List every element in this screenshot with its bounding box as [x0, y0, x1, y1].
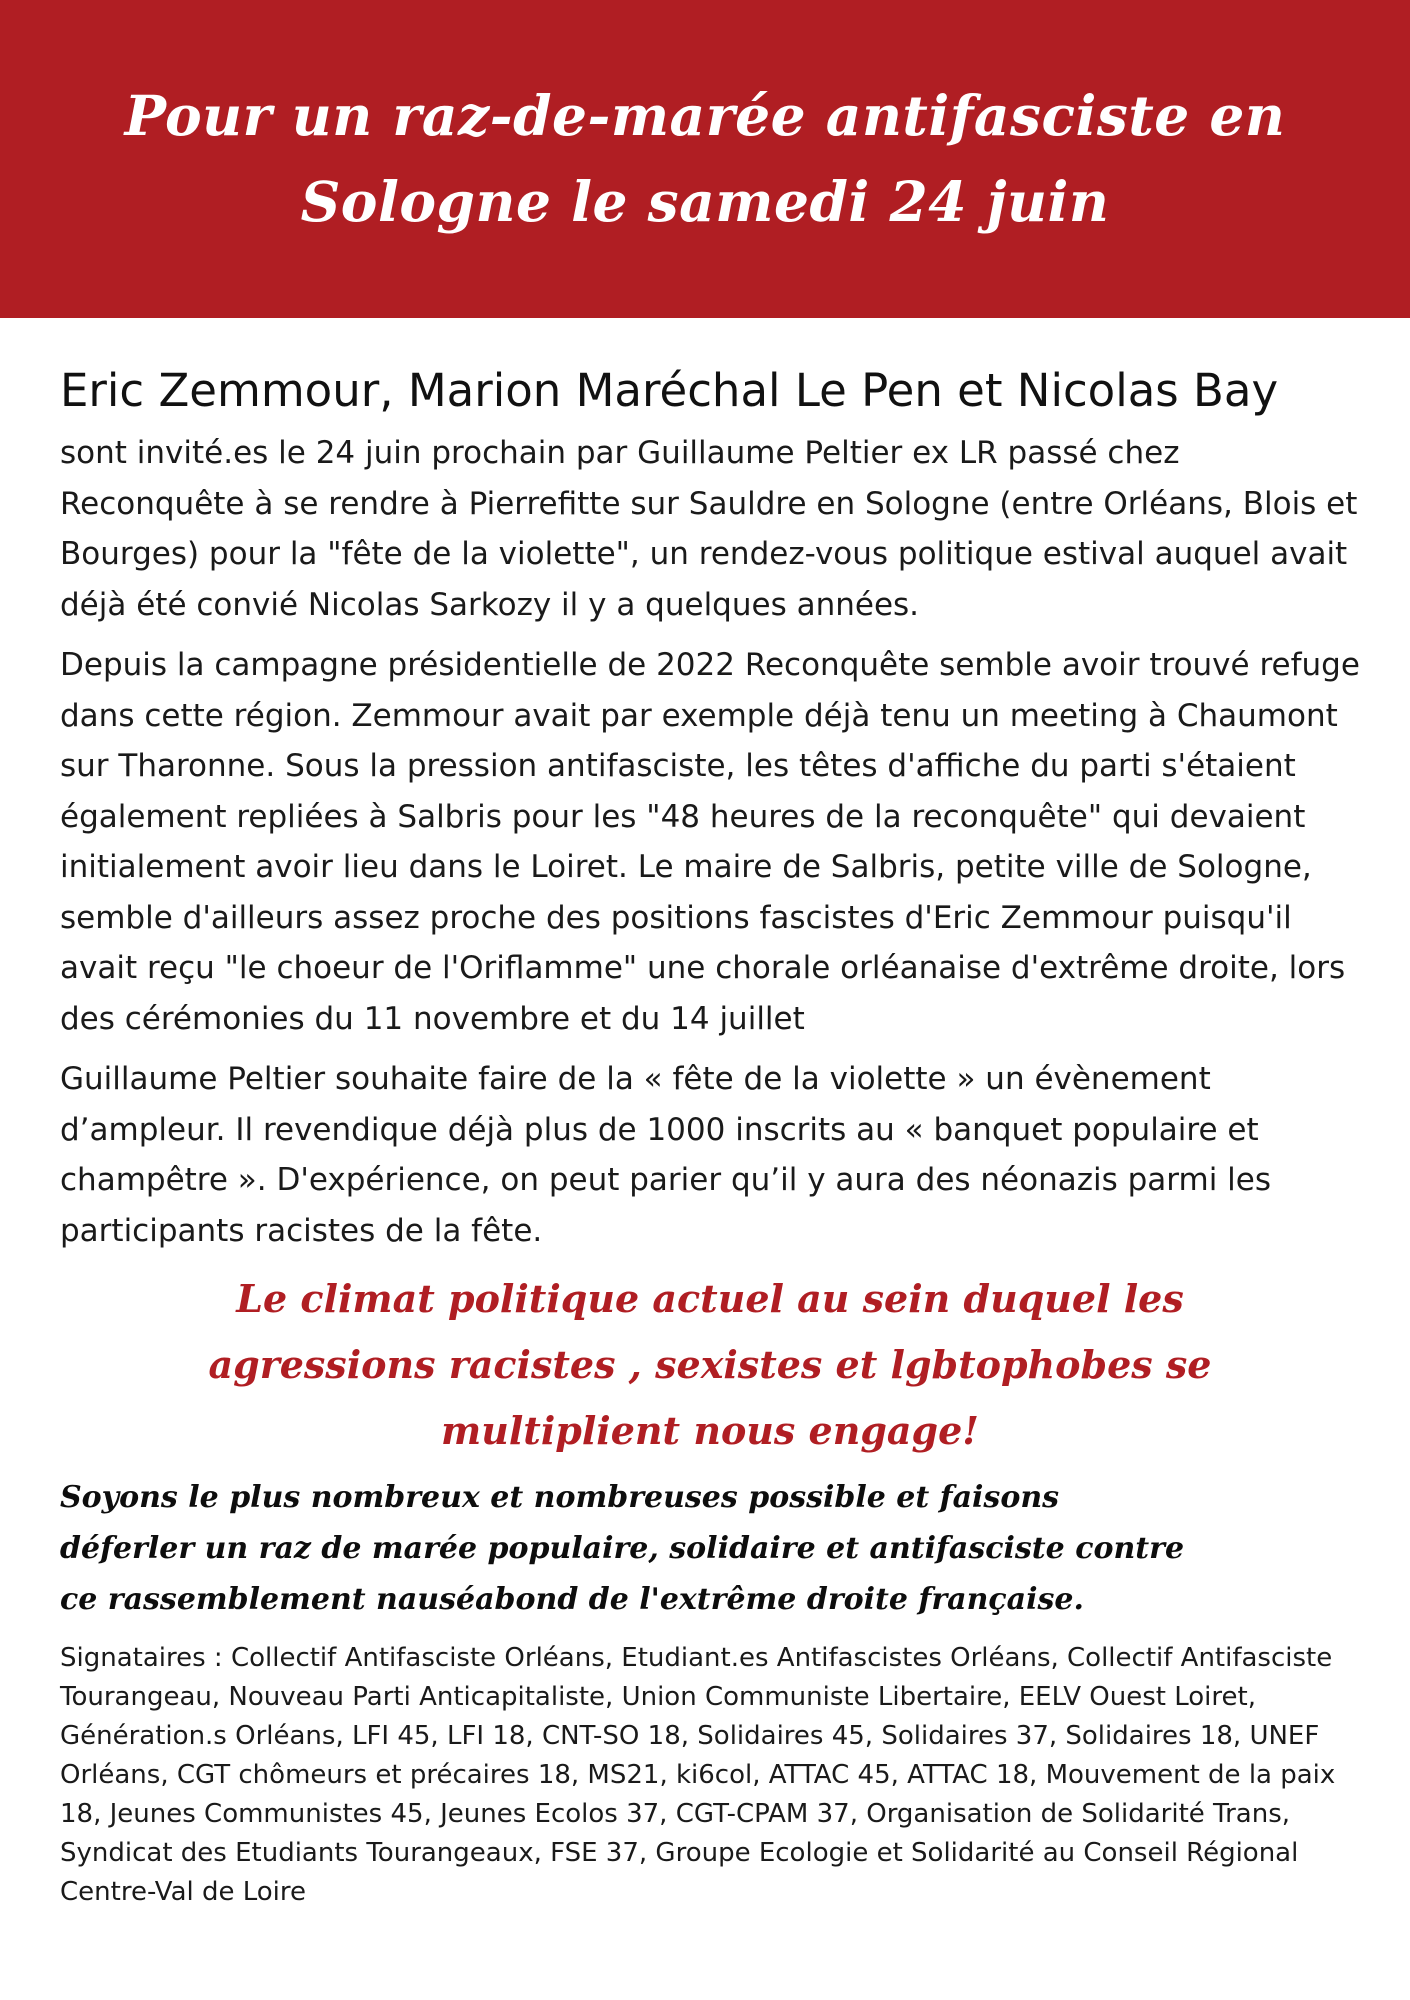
page-title-line-2: Sologne le samedi 24 juin	[300, 169, 1110, 234]
article-body	[60, 360, 1360, 1912]
header-banner	[0, 0, 1410, 318]
call-to-action-line-1: Soyons le plus nombreux et nombreuses possible et faisons	[60, 1480, 1060, 1515]
callout-line-2: agressions racistes , sexistes et lgbtophobes se	[208, 1342, 1212, 1387]
callout-statement	[60, 1266, 1360, 1464]
call-to-action	[60, 1472, 1360, 1625]
signatories-list: Signataires : Collectif Antifasciste Orléans, Etudiant.es Antifascistes Orléans, Collectif Antifasciste Tourangeau, Nouveau Parti Anticapitaliste, Union Communiste Libertaire, EELV Ouest Loiret, Génération.s Orléans, LFI 45, LFI 18, CNT-SO 18, Solidaires 45, Solidaires 37, Solidaires 18, UNEF Orléans, CGT chômeurs et précaires 18, MS21, ki6col, ATTAC 45, ATTAC 18, Mouvement de la paix 18, Jeunes Communistes 45, Jeunes Ecolos 37, CGT-CPAM 37, Organisation de Solidarité Trans, Syndicat des Etudiants Tourangeaux, FSE 37, Groupe Ecologie et Solidarité au Conseil Régional Centre-Val de Loire	[60, 1643, 1336, 1907]
paragraph-invitation: sont invité.es le 24 juin prochain par Guillaume Peltier ex LR passé chez Reconquête à se rendre à Pierrefitte sur Sauldre en Sologne (entre Orléans, Blois et Bourges) pour la "fête de la violette", un rendez-vous politique estival auquel avait déjà été convié Nicolas Sarkozy il y a quelques années.	[60, 435, 1358, 623]
paragraph-context: Depuis la campagne présidentielle de 2022 Reconquête semble avoir trouvé refuge dans cette région. Zemmour avait par exemple déjà tenu un meeting à Chaumont sur Tharonne. Sous la pression antifasciste, les têtes d'affiche du parti s'étaient également repliées à Salbris pour les "48 heures de la reconquête" qui devaient initialement avoir lieu dans le Loiret. Le maire de Salbris, petite ville de Sologne, semble d'ailleurs assez proche des positions fascistes d'Eric Zemmour puisqu'il avait reçu "le choeur de l'Oriflamme" une chorale orléanaise d'extrême droite, lors des cérémonies du 11 novembre et du 14 juillet	[60, 647, 1360, 1037]
page-title-line-1: Pour un raz-de-marée antifasciste en	[124, 83, 1286, 148]
call-to-action-line-2: déferler un raz de marée populaire, solidaire et antifasciste contre	[60, 1531, 1185, 1566]
callout-line-3: multiplient nous engage!	[441, 1408, 979, 1453]
callout-line-1: Le climat politique actuel au sein duquel les	[236, 1276, 1184, 1321]
lead-sentence: Eric Zemmour, Marion Maréchal Le Pen et Nicolas Bay	[60, 364, 1279, 417]
call-to-action-line-3: ce rassemblement nauséabond de l'extrême droite française.	[60, 1582, 1084, 1617]
paragraph-event: Guillaume Peltier souhaite faire de la « fête de la violette » un évènement d’ampleur. Il revendique déjà plus de 1000 inscrits au « banquet populaire et champêtre ». D'expérience, on peut parier qu’il y aura des néonazis parmi les participants racistes de la fête.	[60, 1061, 1271, 1249]
page-title	[40, 73, 1370, 245]
